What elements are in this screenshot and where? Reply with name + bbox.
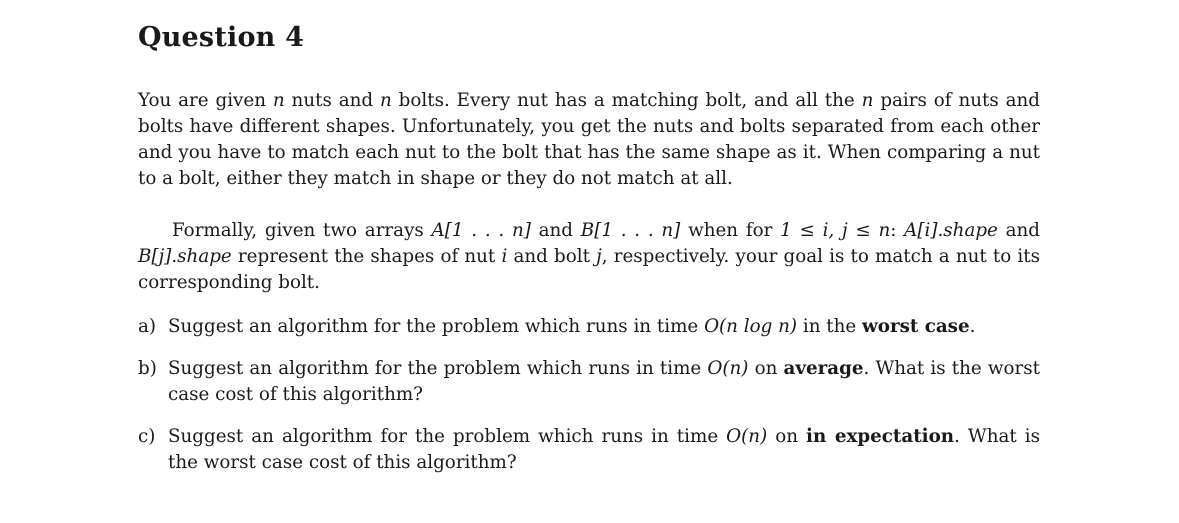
intro-text: pairs of nuts and bolts have different shapes. Unfortunately, you get the nuts and bolts separated from each other and you have to match each nut to the bolt that has the same shape as it. When comparing a nut to a bolt, either they match in shape or they do not match at all. bbox=[138, 90, 1041, 189]
item-text-part: Suggest an algorithm for the problem which runs in time bbox=[168, 426, 727, 447]
intro-text: nuts and bbox=[284, 90, 380, 111]
math-complexity: O(n) bbox=[707, 358, 749, 379]
item-text bbox=[168, 356, 1040, 408]
item-text-part: Suggest an algorithm for the problem which runs in time bbox=[168, 316, 705, 337]
math-complexity: O(n) bbox=[726, 426, 768, 447]
formal-text: represent the shapes of nut bbox=[231, 246, 502, 267]
item-text bbox=[168, 314, 1040, 340]
formal-text: when for bbox=[680, 220, 781, 241]
formal-paragraph bbox=[138, 218, 1040, 296]
math-n: n bbox=[272, 90, 285, 111]
item-label: c) bbox=[138, 426, 156, 447]
formal-text: , respectively. your goal is to match a nut to its corresponding bolt. bbox=[138, 246, 1040, 293]
item-text-part: on bbox=[748, 358, 784, 379]
item-text bbox=[168, 424, 1040, 476]
document bbox=[138, 18, 1040, 492]
math-n: n bbox=[380, 90, 392, 111]
item-text-part: . What is the worst case cost of this algorithm? bbox=[168, 426, 1040, 473]
intro-paragraph bbox=[138, 88, 1040, 192]
math-array-a: A[1 . . . n] bbox=[431, 220, 531, 241]
math-a-shape: A[i].shape bbox=[904, 220, 998, 241]
formal-text: Formally, given two arrays bbox=[172, 220, 432, 241]
math-b-shape: B[j].shape bbox=[138, 246, 232, 267]
sub-question-list bbox=[138, 314, 1040, 476]
sub-question-c bbox=[138, 424, 1040, 476]
item-label: b) bbox=[138, 358, 157, 379]
item-label: a) bbox=[138, 316, 157, 337]
bold-term: worst case bbox=[862, 316, 970, 337]
question-title: Question 4 bbox=[138, 22, 305, 53]
formal-text: and bolt bbox=[507, 246, 597, 267]
math-i: i bbox=[501, 246, 508, 267]
bold-term: in expectation bbox=[806, 426, 955, 447]
item-text-part: . bbox=[969, 316, 976, 337]
item-text-part: Suggest an algorithm for the problem which runs in time bbox=[168, 358, 708, 379]
formal-text: and bbox=[530, 220, 581, 241]
item-text-part: in the bbox=[797, 316, 863, 337]
item-text-part: on bbox=[767, 426, 807, 447]
item-text-part: . What is the worst case cost of this algorithm? bbox=[168, 358, 1040, 405]
sub-question-b bbox=[138, 356, 1040, 408]
math-array-b: B[1 . . . n] bbox=[580, 220, 681, 241]
intro-text: bolts. Every nut has a matching bolt, and all the bbox=[391, 90, 862, 111]
intro-text: You are given bbox=[138, 90, 273, 111]
math-range: 1 ≤ i, j ≤ n bbox=[780, 220, 891, 241]
math-j: j bbox=[596, 246, 602, 267]
math-complexity: O(n log n) bbox=[704, 316, 798, 337]
formal-text: and bbox=[997, 220, 1041, 241]
formal-text: : bbox=[890, 220, 905, 241]
bold-term: average bbox=[783, 358, 864, 379]
sub-question-a bbox=[138, 314, 1040, 340]
math-n: n bbox=[861, 90, 874, 111]
